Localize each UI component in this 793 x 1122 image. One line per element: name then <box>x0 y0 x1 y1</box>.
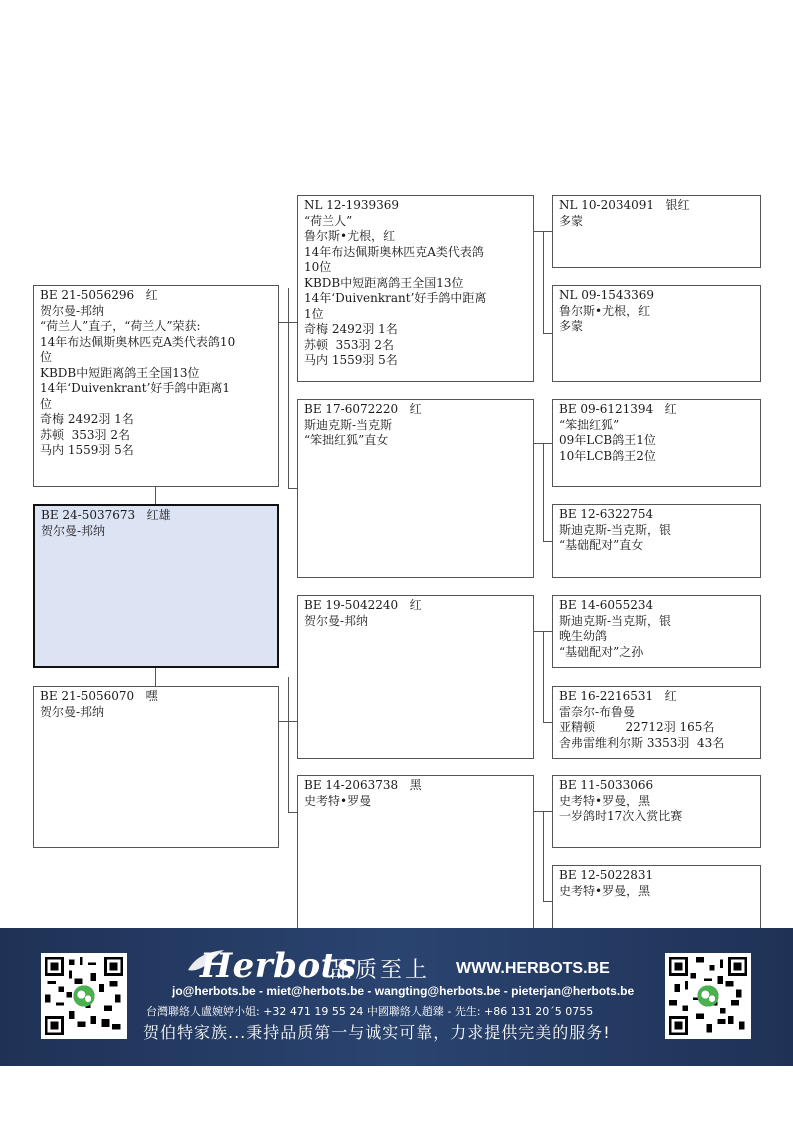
card-text-line: “笨拙红狐”直女 <box>304 433 389 447</box>
card-text-line: 奇梅 2492羽 1名 <box>304 322 398 336</box>
card-text-line: NL 09-1543369 <box>559 288 655 302</box>
card-text-line: 贺尔曼-邦纳 <box>41 523 106 538</box>
card-text-line: 鲁尔斯•尤根，红 <box>304 229 396 243</box>
card-text-line: BE 17-6072220 红 <box>304 402 422 416</box>
card-text-line: 鲁尔斯•尤根，红 <box>559 303 651 318</box>
card-text-line: 一岁鸽时17次入赏比赛 <box>559 809 683 823</box>
connector <box>543 811 544 901</box>
sss-card <box>552 195 761 268</box>
brand-tagline: 品质至上 <box>330 958 431 983</box>
card-text-line: 斯迪克斯-当克斯，银 <box>559 613 672 628</box>
connector <box>288 488 297 489</box>
card-text-line: BE 21-5056070 嘿 <box>40 689 158 703</box>
connector <box>543 333 552 334</box>
dds-card <box>552 775 761 848</box>
contact-phones: 台灣聯絡人盧婉婷小姐: +32 471 19 55 24 中國聯絡人趙臻 - 先生: +86 131 20´5 0755 <box>146 1005 594 1018</box>
brand-logo: Herbots <box>200 946 357 986</box>
contact-emails[interactable]: jo@herbots.be - miet@herbots.be - wangting@herbots.be - pieterjan@herbots.be <box>172 984 635 998</box>
connector <box>288 812 297 813</box>
card-text-line: BE 14-2063738 黑 <box>304 778 422 792</box>
dsd-card <box>552 686 761 759</box>
card-text-line: BE 16-2216531 红 <box>559 689 677 703</box>
card-text-line: 史考特•罗曼 <box>304 793 372 808</box>
card-text-line: 09年LCB鸽王1位 <box>559 433 656 447</box>
dam-sire-card <box>297 595 534 759</box>
card-text-line: “基础配对”之孙 <box>559 644 644 659</box>
card-text-line: 14年布达佩斯奥林匹克A类代表鸽10 <box>40 334 236 349</box>
connector <box>543 722 552 723</box>
connector <box>543 231 544 333</box>
card-text-line: 史考特•罗曼，黑 <box>559 793 651 808</box>
sire-dam-card <box>297 399 534 578</box>
card-text-line: 马内 1559羽 5名 <box>40 443 134 457</box>
card-text-line: KBDB中短距离鸽王全国13位 <box>304 275 464 290</box>
card-text-line: 贺尔曼-邦纳 <box>40 303 105 318</box>
card-text-line: 奇梅 2492羽 1名 <box>40 412 134 426</box>
dss-card <box>552 595 761 668</box>
card-text-line: BE 12-5022831 <box>559 868 654 882</box>
card-text-line: 晚生幼鸽 <box>559 629 608 643</box>
sds-card <box>552 399 761 487</box>
connector <box>155 668 156 686</box>
card-text-line: 苏顿 353羽 2名 <box>40 427 130 442</box>
card-text-line: 舍弗雷维利尔斯 3353羽 43名 <box>559 735 725 750</box>
ssd-card <box>552 285 761 382</box>
card-text-line: 多蒙 <box>559 213 584 228</box>
card-text-line: 10位 <box>304 260 332 274</box>
wechat-qr-code-left-icon <box>41 953 127 1039</box>
card-text-line: 亚精顿 22712羽 165名 <box>559 720 715 734</box>
card-text-line: 雷奈尔-布鲁曼 <box>559 704 636 719</box>
card-text-line: 14年‘Duivenkrant’好手鸽中距离1 <box>40 381 231 395</box>
card-text-line: 斯迪克斯-当克斯，银 <box>559 522 672 537</box>
footer-slogan: 贺伯特家族...秉持品质第一与诚实可靠，力求提供完美的服务! <box>143 1023 611 1042</box>
sdd-card <box>552 504 761 578</box>
card-text-line: BE 09-6121394 红 <box>559 402 677 416</box>
sire-card <box>33 285 279 487</box>
card-text-line: 贺尔曼-邦纳 <box>40 704 105 719</box>
footer-banner <box>0 928 793 1066</box>
card-text-line: “荷兰人” <box>304 213 353 228</box>
ddd-card <box>552 865 761 937</box>
card-text-line: 多蒙 <box>559 319 584 333</box>
card-text-line: BE 11-5033066 <box>559 778 654 792</box>
card-text-line: “基础配对”直女 <box>559 538 644 552</box>
card-text-line: NL 10-2034091 银红 <box>559 198 690 212</box>
card-text-line: 斯迪克斯-当克斯 <box>304 417 393 432</box>
card-text-line: 10年LCB鸽王2位 <box>559 448 656 463</box>
card-text-line: 马内 1559羽 5名 <box>304 353 398 367</box>
card-text-line: “笨拙红狐” <box>559 417 620 432</box>
sire-sire-card <box>297 195 534 382</box>
dam-dam-card <box>297 775 534 937</box>
subject-card <box>33 504 279 668</box>
connector <box>288 288 289 488</box>
card-text-line: “荷兰人”直子，“荷兰人”荣获: <box>40 319 201 333</box>
card-text-line: BE 19-5042240 红 <box>304 598 422 612</box>
card-text-line: NL 12-1939369 <box>304 198 400 212</box>
card-text-line: BE 21-5056296 红 <box>40 288 158 302</box>
card-text-line: 史考特•罗曼，黑 <box>559 883 651 898</box>
wechat-qr-code-right-icon <box>665 953 751 1039</box>
connector <box>155 487 156 504</box>
card-text-line: 贺尔曼-邦纳 <box>304 613 369 628</box>
connector <box>288 677 289 812</box>
connector <box>543 631 544 722</box>
card-text-line: BE 12-6322754 <box>559 507 654 521</box>
connector <box>543 443 544 541</box>
card-text-line: BE 24-5037673 红雄 <box>41 508 171 522</box>
card-text-line: 苏顿 353羽 2名 <box>304 337 394 352</box>
card-text-line: BE 14-6055234 <box>559 598 654 612</box>
card-text-line: 位 <box>40 350 53 364</box>
card-text-line: 位 <box>40 396 53 411</box>
dam-card <box>33 686 279 848</box>
connector <box>543 541 552 542</box>
card-text-line: 14年布达佩斯奥林匹克A类代表鸽 <box>304 244 484 259</box>
card-text-line: 1位 <box>304 306 324 321</box>
card-text-line: 14年‘Duivenkrant’好手鸽中距离 <box>304 291 487 305</box>
card-text-line: KBDB中短距离鸽王全国13位 <box>40 365 200 380</box>
website-link[interactable]: WWW.HERBOTS.BE <box>456 960 610 977</box>
connector <box>543 901 552 902</box>
